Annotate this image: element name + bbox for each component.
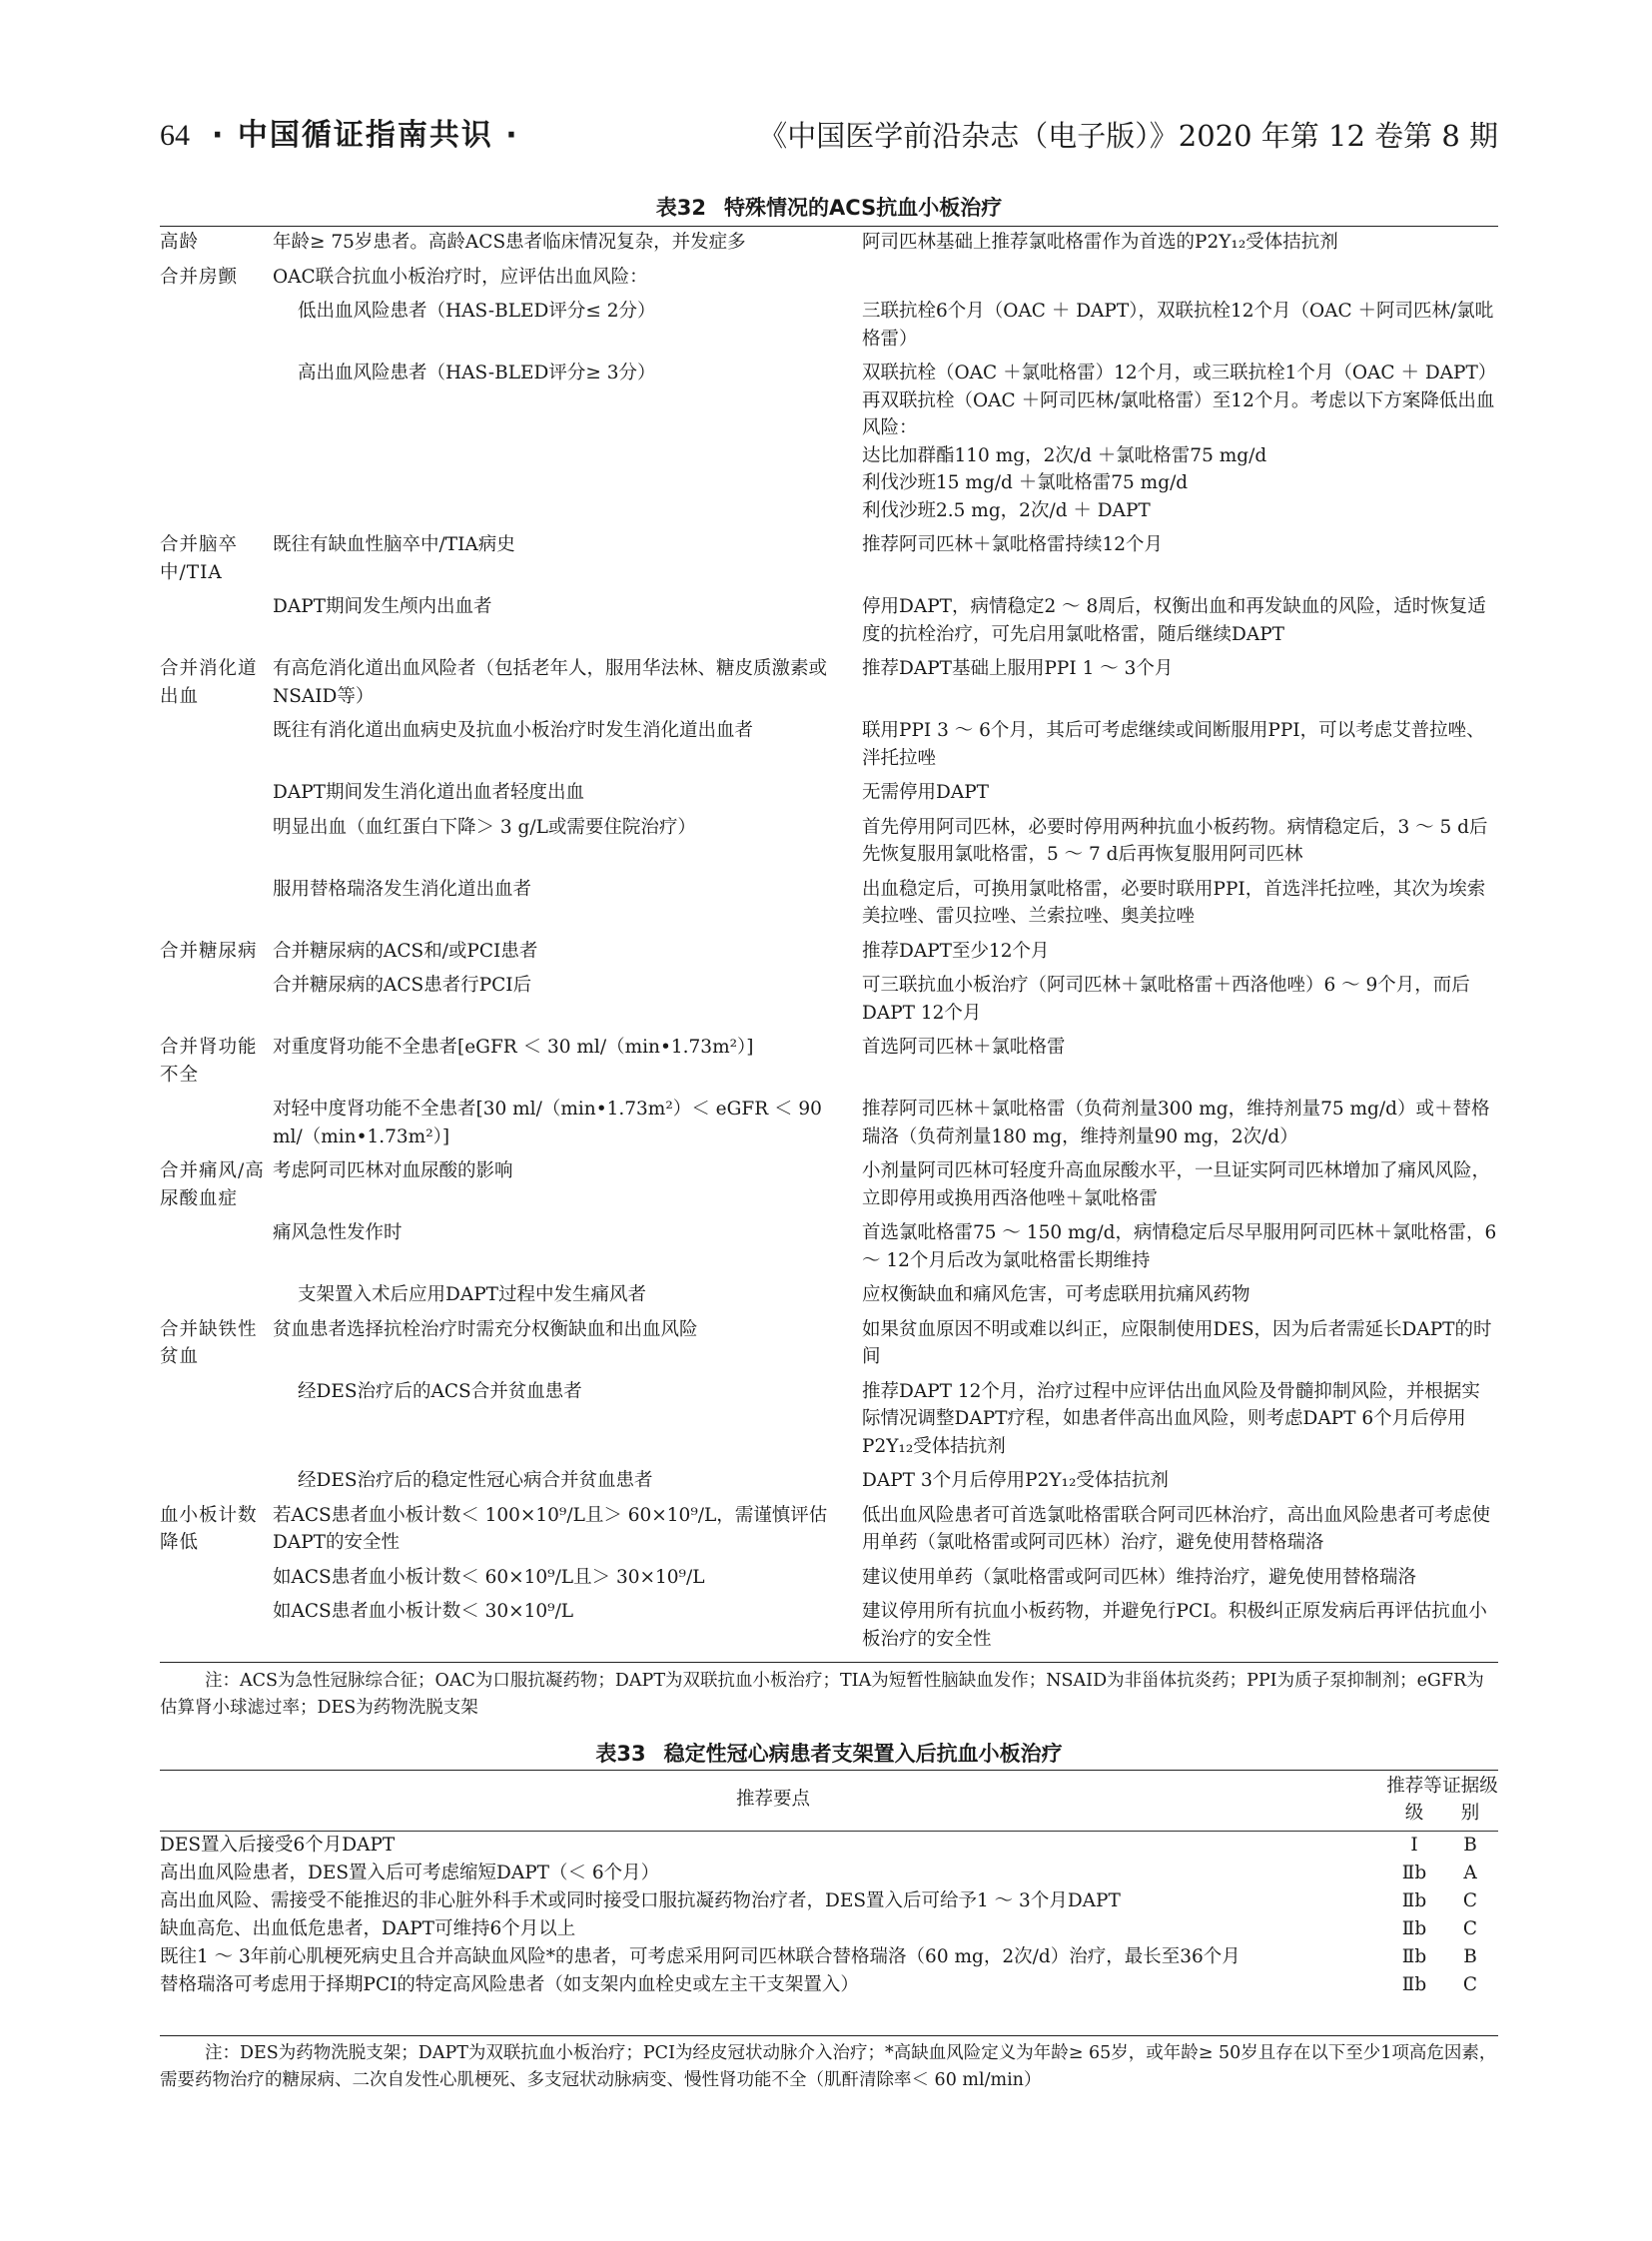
header-grade: 推荐等级 bbox=[1386, 1775, 1442, 1824]
condition-cell: 服用替格瑞洛发生消化道出血者 bbox=[273, 878, 532, 900]
series-title: · 中国循证指南共识 · bbox=[212, 118, 519, 153]
recommendation-cell: 低出血风险患者可首选氯吡格雷联合阿司匹林治疗，高出血风险患者可考虑使用单药（氯吡格雷或阿司匹林）治疗，避免使用替格瑞洛 bbox=[862, 1504, 1491, 1553]
recommendation-cell: DAPT 3个月后停用P2Y₁₂受体拮抗剂 bbox=[862, 1470, 1169, 1491]
recommendation-cell: 首选阿司匹林＋氯吡格雷 bbox=[862, 1037, 1066, 1058]
table32-row bbox=[160, 1034, 1498, 1089]
condition-cell: 支架置入术后应用DAPT过程中发生痛风者 bbox=[298, 1284, 646, 1305]
category-cell bbox=[160, 1598, 273, 1653]
grade-cell: Ⅱb bbox=[1401, 1863, 1427, 1883]
table33-row bbox=[160, 1887, 1498, 1915]
row-spacer bbox=[160, 291, 1498, 298]
table32-caption bbox=[160, 192, 1498, 222]
recommendation-cell: 出血稳定后，可换用氯吡格雷，必要时联用PPI，首选泮托拉唑，其次为埃索美拉唑、雷贝拉唑、兰索拉唑、奥美拉唑 bbox=[862, 878, 1486, 927]
table32 bbox=[160, 229, 1498, 1660]
table32-note: 注：ACS为急性冠脉综合征；OAC为口服抗凝药物；DAPT为双联抗血小板治疗；TIA为短暂性脑缺血发作；NSAID为非甾体抗炎药；PPI为质子泵抑制剂；eGFR为估算肾小球滤过率；DES为药物洗脱支架 bbox=[160, 1671, 1484, 1718]
category-cell: 合并痛风/高尿酸血症 bbox=[160, 1160, 265, 1209]
category-cell bbox=[160, 593, 273, 648]
category-cell: 血小板计数降低 bbox=[160, 1504, 258, 1553]
grade-cell: Ⅱb bbox=[1401, 1974, 1427, 1995]
condition-cell: 对重度肾功能不全患者[eGFR ＜ 30 ml/（min•1.73m²）] bbox=[273, 1037, 754, 1058]
recommendation-cell: 小剂量阿司匹林可轻度升高血尿酸水平，一旦证实阿司匹林增加了痛风风险，立即停用或换用西洛他唑＋氯吡格雷 bbox=[862, 1160, 1491, 1209]
condition-cell: 痛风急性发作时 bbox=[273, 1222, 403, 1243]
condition-cell: 合并糖尿病的ACS患者行PCI后 bbox=[273, 975, 532, 996]
condition-cell: 既往有消化道出血病史及抗血小板治疗时发生消化道出血者 bbox=[273, 720, 754, 741]
row-spacer bbox=[160, 869, 1498, 876]
evidence-cell: A bbox=[1463, 1863, 1477, 1883]
table32-row bbox=[160, 1281, 1498, 1309]
category-cell bbox=[160, 1281, 273, 1309]
point-cell: 替格瑞洛可考虑用于择期PCI的特定高风险患者（如支架内血栓史或左主干支架置入） bbox=[160, 1974, 859, 1995]
row-spacer bbox=[160, 1089, 1498, 1096]
group-spacer bbox=[160, 1027, 1498, 1034]
group-spacer bbox=[160, 931, 1498, 938]
table32-row bbox=[160, 264, 1498, 292]
condition-cell: 如ACS患者血小板计数＜ 60×10⁹/L且＞ 30×10⁹/L bbox=[273, 1566, 705, 1588]
table32-row bbox=[160, 1316, 1498, 1371]
table33-row bbox=[160, 1971, 1498, 1999]
evidence-cell: B bbox=[1463, 1835, 1477, 1856]
row-spacer bbox=[160, 710, 1498, 717]
recommendation-cell: 如果贫血原因不明或难以纠正，应限制使用DES，因为后者需延长DAPT的时间 bbox=[862, 1318, 1492, 1367]
table33-row bbox=[160, 1832, 1498, 1860]
table32-row bbox=[160, 1219, 1498, 1274]
running-header bbox=[160, 112, 1498, 160]
row-spacer bbox=[160, 1460, 1498, 1467]
group-spacer bbox=[160, 648, 1498, 655]
table32-row bbox=[160, 938, 1498, 966]
table32-row bbox=[160, 1598, 1498, 1653]
condition-cell: 考虑阿司匹林对血尿酸的影响 bbox=[273, 1160, 513, 1181]
point-cell: 高出血风险患者，DES置入后可考虑缩短DAPT（＜ 6个月） bbox=[160, 1863, 660, 1883]
recommendation-cell: 首选氯吡格雷75 ～ 150 mg/d，病情稳定后尽早服用阿司匹林＋氯吡格雷，6 ～ 12个月后改为氯吡格雷长期维持 bbox=[862, 1222, 1497, 1271]
category-cell bbox=[160, 1564, 273, 1592]
recommendation-cell: 推荐阿司匹林＋氯吡格雷持续12个月 bbox=[862, 534, 1164, 555]
condition-cell: 经DES治疗后的ACS合并贫血患者 bbox=[298, 1380, 582, 1402]
category-cell bbox=[160, 1467, 273, 1495]
recommendation-cell: 停用DAPT，病情稳定2 ～ 8周后，权衡出血和再发缺血的风险，适时恢复适度的抗栓治疗，可先启用氯吡格雷，随后继续DAPT bbox=[862, 596, 1486, 645]
category-cell bbox=[160, 779, 273, 807]
evidence-cell: C bbox=[1462, 1890, 1478, 1911]
table32-row bbox=[160, 717, 1498, 772]
header-evidence: 证据级别 bbox=[1442, 1775, 1498, 1824]
table33-row bbox=[160, 1943, 1498, 1971]
point-cell: DES置入后接受6个月DAPT bbox=[160, 1835, 396, 1856]
row-spacer bbox=[160, 1212, 1498, 1219]
condition-cell: 有高危消化道出血风险者（包括老年人，服用华法林、糖皮质激素或NSAID等） bbox=[273, 658, 828, 707]
table33-bottom-rule bbox=[160, 2035, 1498, 2036]
condition-cell: DAPT期间发生颅内出血者 bbox=[273, 596, 492, 617]
table33-caption bbox=[160, 1738, 1498, 1768]
table32-row bbox=[160, 1564, 1498, 1592]
condition-cell: 若ACS患者血小板计数＜ 100×10⁹/L且＞ 60×10⁹/L，需谨慎评估DAPT的安全性 bbox=[273, 1504, 828, 1553]
recommendation-cell: 双联抗栓（OAC ＋氯吡格雷）12个月，或三联抗栓1个月（OAC ＋ DAPT）再双联抗栓（OAC ＋阿司匹林/氯吡格雷）至12个月。考虑以下方案降低出血风险： 达比加群酯110 mg，2次/d ＋氯吡格雷75 mg/d 利伐沙班15 mg/d ＋氯吡格雷75 mg/d 利伐沙班2.5 mg，2次/d ＋ DAPT bbox=[862, 363, 1497, 521]
condition-cell: 如ACS患者血小板计数＜ 30×10⁹/L bbox=[273, 1601, 574, 1622]
recommendation-cell: 建议停用所有抗血小板药物，并避免行PCI。积极纠正原发病后再评估抗血小板治疗的安全性 bbox=[862, 1601, 1487, 1650]
page-number: 64 bbox=[160, 119, 190, 152]
condition-cell: DAPT期间发生消化道出血者轻度出血 bbox=[273, 782, 584, 803]
table32-row bbox=[160, 655, 1498, 710]
group-spacer bbox=[160, 257, 1498, 264]
table32-top-rule bbox=[160, 226, 1498, 227]
condition-cell: 高出血风险患者（HAS-BLED评分≥ 3分） bbox=[298, 363, 656, 383]
table32-row bbox=[160, 972, 1498, 1027]
evidence-cell: C bbox=[1462, 1918, 1478, 1939]
condition-cell: 低出血风险患者（HAS-BLED评分≤ 2分） bbox=[298, 301, 656, 322]
category-cell: 合并房颤 bbox=[160, 266, 239, 288]
group-spacer bbox=[160, 524, 1498, 531]
category-cell bbox=[160, 1378, 273, 1461]
evidence-cell: C bbox=[1462, 1974, 1478, 1995]
recommendation-cell bbox=[862, 264, 1498, 292]
table32-row bbox=[160, 1502, 1498, 1557]
table33-body bbox=[160, 1832, 1498, 1999]
grade-cell: Ⅰ bbox=[1410, 1835, 1418, 1856]
recommendation-cell: 应权衡缺血和痛风危害，可考虑联用抗痛风药物 bbox=[862, 1284, 1250, 1305]
row-spacer bbox=[160, 1557, 1498, 1564]
row-spacer bbox=[160, 353, 1498, 360]
category-cell bbox=[160, 360, 273, 524]
condition-cell: 贫血患者选择抗栓治疗时需充分权衡缺血和出血风险 bbox=[273, 1318, 698, 1340]
recommendation-cell: 无需停用DAPT bbox=[862, 782, 989, 803]
table33-row bbox=[160, 1915, 1498, 1943]
journal-title: 《中国医学前沿杂志（电子版）》2020 年第 12 卷第 8 期 bbox=[758, 119, 1498, 153]
category-cell bbox=[160, 814, 273, 869]
row-spacer bbox=[160, 586, 1498, 593]
table33-header-row bbox=[160, 1768, 1498, 1832]
grade-cell: Ⅱb bbox=[1401, 1946, 1427, 1967]
recommendation-cell: 联用PPI 3 ～ 6个月，其后可考虑继续或间断服用PPI，可以考虑艾普拉唑、泮托拉唑 bbox=[862, 720, 1485, 769]
category-cell bbox=[160, 1096, 273, 1150]
recommendation-cell: 首先停用阿司匹林，必要时停用两种抗血小板药物。病情稳定后，3 ～ 5 d后先恢复服用氯吡格雷，5 ～ 7 d后再恢复服用阿司匹林 bbox=[862, 816, 1488, 865]
table32-row bbox=[160, 814, 1498, 869]
table32-row bbox=[160, 229, 1498, 257]
table32-title: 特殊情况的ACS抗血小板治疗 bbox=[724, 196, 1003, 220]
row-spacer bbox=[160, 1591, 1498, 1598]
table32-row bbox=[160, 298, 1498, 353]
condition-cell: OAC联合抗血小板治疗时，应评估出血风险： bbox=[273, 266, 648, 288]
grade-cell: Ⅱb bbox=[1401, 1890, 1427, 1911]
recommendation-cell: 推荐阿司匹林＋氯吡格雷（负荷剂量300 mg，维持剂量75 mg/d）或＋替格瑞洛（负荷剂量180 mg，维持剂量90 mg，2次/d） bbox=[862, 1099, 1490, 1147]
table33-number: 表33 bbox=[595, 1742, 646, 1766]
table33-row bbox=[160, 1860, 1498, 1887]
point-cell: 高出血风险、需接受不能推迟的非心脏外科手术或同时接受口服抗凝药物治疗者，DES置入后可给予1 ～ 3个月DAPT bbox=[160, 1890, 1121, 1911]
table32-row bbox=[160, 531, 1498, 586]
recommendation-cell: 推荐DAPT基础上服用PPI 1 ～ 3个月 bbox=[862, 658, 1174, 679]
condition-cell: 合并糖尿病的ACS和/或PCI患者 bbox=[273, 940, 538, 962]
table32-bottom-rule bbox=[160, 1662, 1498, 1663]
table32-row bbox=[160, 779, 1498, 807]
point-cell: 既往1 ～ 3年前心肌梗死病史且合并高缺血风险*的患者，可考虑采用阿司匹林联合替格瑞洛（60 mg，2次/d）治疗，最长至36个月 bbox=[160, 1946, 1240, 1967]
table32-row bbox=[160, 593, 1498, 648]
condition-cell: 年龄≥ 75岁患者。高龄ACS患者临床情况复杂，并发症多 bbox=[273, 232, 746, 253]
group-spacer bbox=[160, 1309, 1498, 1316]
condition-cell: 既往有缺血性脑卒中/TIA病史 bbox=[273, 534, 515, 555]
category-cell bbox=[160, 1219, 273, 1274]
recommendation-cell: 建议使用单药（氯吡格雷或阿司匹林）维持治疗，避免使用替格瑞洛 bbox=[862, 1566, 1417, 1588]
table32-row bbox=[160, 1378, 1498, 1461]
category-cell: 合并消化道出血 bbox=[160, 658, 258, 707]
table33-note: 注：DES为药物洗脱支架；DAPT为双联抗血小板治疗；PCI为经皮冠状动脉介入治疗；*高缺血风险定义为年龄≥ 65岁，或年龄≥ 50岁且存在以下至少1项高危因素，需要药物治疗的糖尿病、二次自发性心肌梗死、多支冠状动脉病变、慢性肾功能不全（肌酐清除率＜ 60 ml/min） bbox=[160, 2043, 1497, 2090]
group-spacer bbox=[160, 1150, 1498, 1157]
condition-cell: 明显出血（血红蛋白下降＞ 3 g/L或需要住院治疗） bbox=[273, 816, 696, 838]
category-cell: 高龄 bbox=[160, 232, 200, 253]
header-point: 推荐要点 bbox=[735, 1788, 810, 1810]
row-spacer bbox=[160, 807, 1498, 814]
row-spacer bbox=[160, 772, 1498, 779]
recommendation-cell: 推荐DAPT 12个月，治疗过程中应评估出血风险及骨髓抑制风险，并根据实际情况调整DAPT疗程，如患者伴高出血风险，则考虑DAPT 6个月后停用P2Y₁₂受体拮抗剂 bbox=[862, 1380, 1480, 1457]
table32-row bbox=[160, 1467, 1498, 1495]
recommendation-cell: 可三联抗血小板治疗（阿司匹林＋氯吡格雷＋西洛他唑）6 ～ 9个月，而后DAPT 12个月 bbox=[862, 975, 1470, 1024]
table33-title: 稳定性冠心病患者支架置入后抗血小板治疗 bbox=[663, 1742, 1063, 1766]
table33 bbox=[160, 1768, 1498, 1999]
group-spacer bbox=[160, 1653, 1498, 1660]
table32-row bbox=[160, 876, 1498, 931]
evidence-cell: B bbox=[1463, 1946, 1477, 1967]
group-spacer bbox=[160, 1495, 1498, 1502]
category-cell bbox=[160, 298, 273, 353]
header-left bbox=[160, 112, 519, 160]
category-cell: 合并缺铁性贫血 bbox=[160, 1318, 258, 1367]
recommendation-cell: 阿司匹林基础上推荐氯吡格雷作为首选的P2Y₁₂受体拮抗剂 bbox=[862, 232, 1338, 253]
condition-cell: 经DES治疗后的稳定性冠心病合并贫血患者 bbox=[298, 1470, 653, 1491]
grade-cell: Ⅱb bbox=[1401, 1918, 1427, 1939]
recommendation-cell: 三联抗栓6个月（OAC ＋ DAPT），双联抗栓12个月（OAC ＋阿司匹林/氯吡格雷） bbox=[862, 301, 1494, 350]
recommendation-cell: 推荐DAPT至少12个月 bbox=[862, 940, 1050, 962]
category-cell: 合并肾功能不全 bbox=[160, 1037, 258, 1086]
table32-row bbox=[160, 1096, 1498, 1150]
category-cell: 合并脑卒中/TIA bbox=[160, 534, 239, 583]
row-spacer bbox=[160, 1274, 1498, 1281]
row-spacer bbox=[160, 1371, 1498, 1378]
table32-row bbox=[160, 360, 1498, 524]
category-cell: 合并糖尿病 bbox=[160, 940, 258, 962]
category-cell bbox=[160, 972, 273, 1027]
category-cell bbox=[160, 717, 273, 772]
condition-cell: 对轻中度肾功能不全患者[30 ml/（min•1.73m²）＜ eGFR ＜ 90 ml/（min•1.73m²）] bbox=[273, 1099, 822, 1147]
point-cell: 缺血高危、出血低危患者，DAPT可维持6个月以上 bbox=[160, 1918, 576, 1939]
table32-row bbox=[160, 1157, 1498, 1212]
category-cell bbox=[160, 876, 273, 931]
row-spacer bbox=[160, 965, 1498, 972]
table32-number: 表32 bbox=[655, 196, 707, 220]
